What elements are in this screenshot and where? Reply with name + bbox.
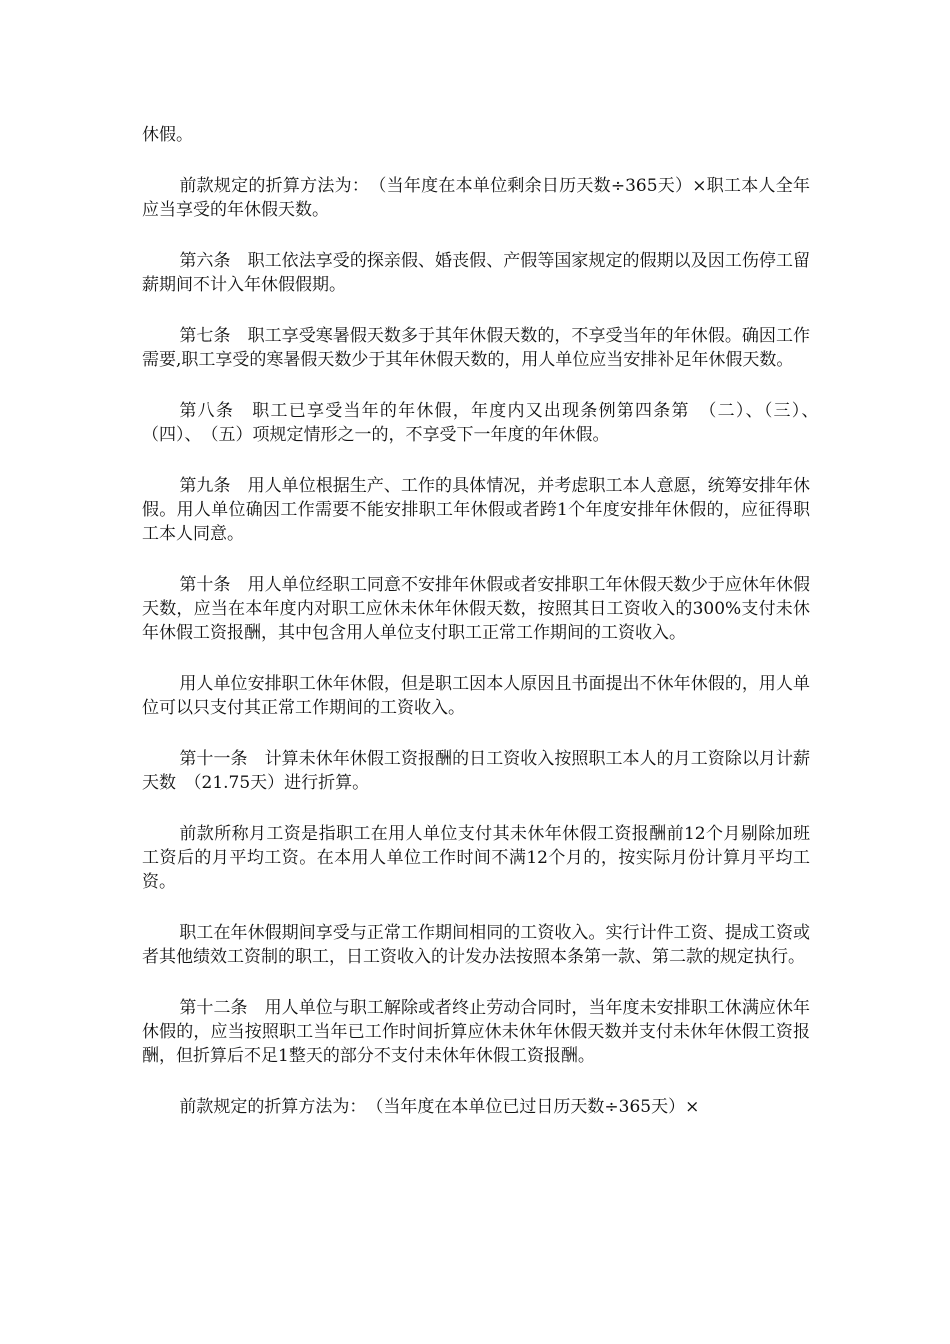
document-body <box>142 123 827 1146</box>
paragraph-article-9: 第九条 用人单位根据生产、工作的具体情况，并考虑职工本人意愿，统筹安排年休假。用人单位确因工作需要不能安排职工年休假或者跨1个年度安排年休假的，应征得职工本人同意。 <box>142 476 810 544</box>
paragraph-article-8: 第八条 职工已享受当年的年休假，年度内又出现条例第四条第 （二）、（三）、 （四）、 （五）项规定情形之一的，不享受下一年度的年休假。 <box>142 401 827 445</box>
paragraph-article-6: 第六条 职工依法享受的探亲假、婚丧假、产假等国家规定的假期以及因工伤停工留薪期间不计入年休假假期。 <box>142 251 810 295</box>
paragraph-continuation: 休假。 <box>142 125 193 145</box>
paragraph-article-11-clause-2: 前款所称月工资是指职工在用人单位支付其未休年休假工资报酬前12个月剔除加班工资后的月平均工资。在本用人单位工作时间不满12个月的，按实际月份计算月平均工资。 <box>142 824 810 892</box>
paragraph-article-11: 第十一条 计算未休年休假工资报酬的日工资收入按照职工本人的月工资除以月计薪天数 （21.75天）进行折算。 <box>142 749 810 793</box>
paragraph-article-10-clause-2: 用人单位安排职工休年休假，但是职工因本人原因且书面提出不休年休假的，用人单位可以只支付其正常工作期间的工资收入。 <box>142 674 810 718</box>
paragraph-article-10: 第十条 用人单位经职工同意不安排年休假或者安排职工年休假天数少于应休年休假天数，应当在本年度内对职工应休未休年休假天数，按照其日工资收入的300%支付未休年休假工资报酬，其中包含用人单位支付职工正常工作期间的工资收入。 <box>142 575 810 643</box>
paragraph-article-12: 第十二条 用人单位与职工解除或者终止劳动合同时，当年度未安排职工休满应休年休假的，应当按照职工当年已工作时间折算应休未休年休假天数并支付未休年休假工资报酬，但折算后不足1整天的部分不支付未休年休假工资报酬。 <box>142 998 810 1066</box>
paragraph-article-11-clause-3: 职工在年休假期间享受与正常工作期间相同的工资收入。实行计件工资、提成工资或者其他绩效工资制的职工，日工资收入的计发办法按照本条第一款、第二款的规定执行。 <box>142 923 810 967</box>
paragraph-article-12-clause-2: 前款规定的折算方法为： （当年度在本单位已过日历天数÷365天）× <box>179 1097 700 1117</box>
paragraph-conversion-method: 前款规定的折算方法为： （当年度在本单位剩余日历天数÷365天）×职工本人全年应当享受的年休假天数。 <box>142 176 810 220</box>
paragraph-article-7: 第七条 职工享受寒暑假天数多于其年休假天数的，不享受当年的年休假。确因工作需要,职工享受的寒暑假天数少于其年休假天数的，用人单位应当安排补足年休假天数。 <box>142 326 810 370</box>
